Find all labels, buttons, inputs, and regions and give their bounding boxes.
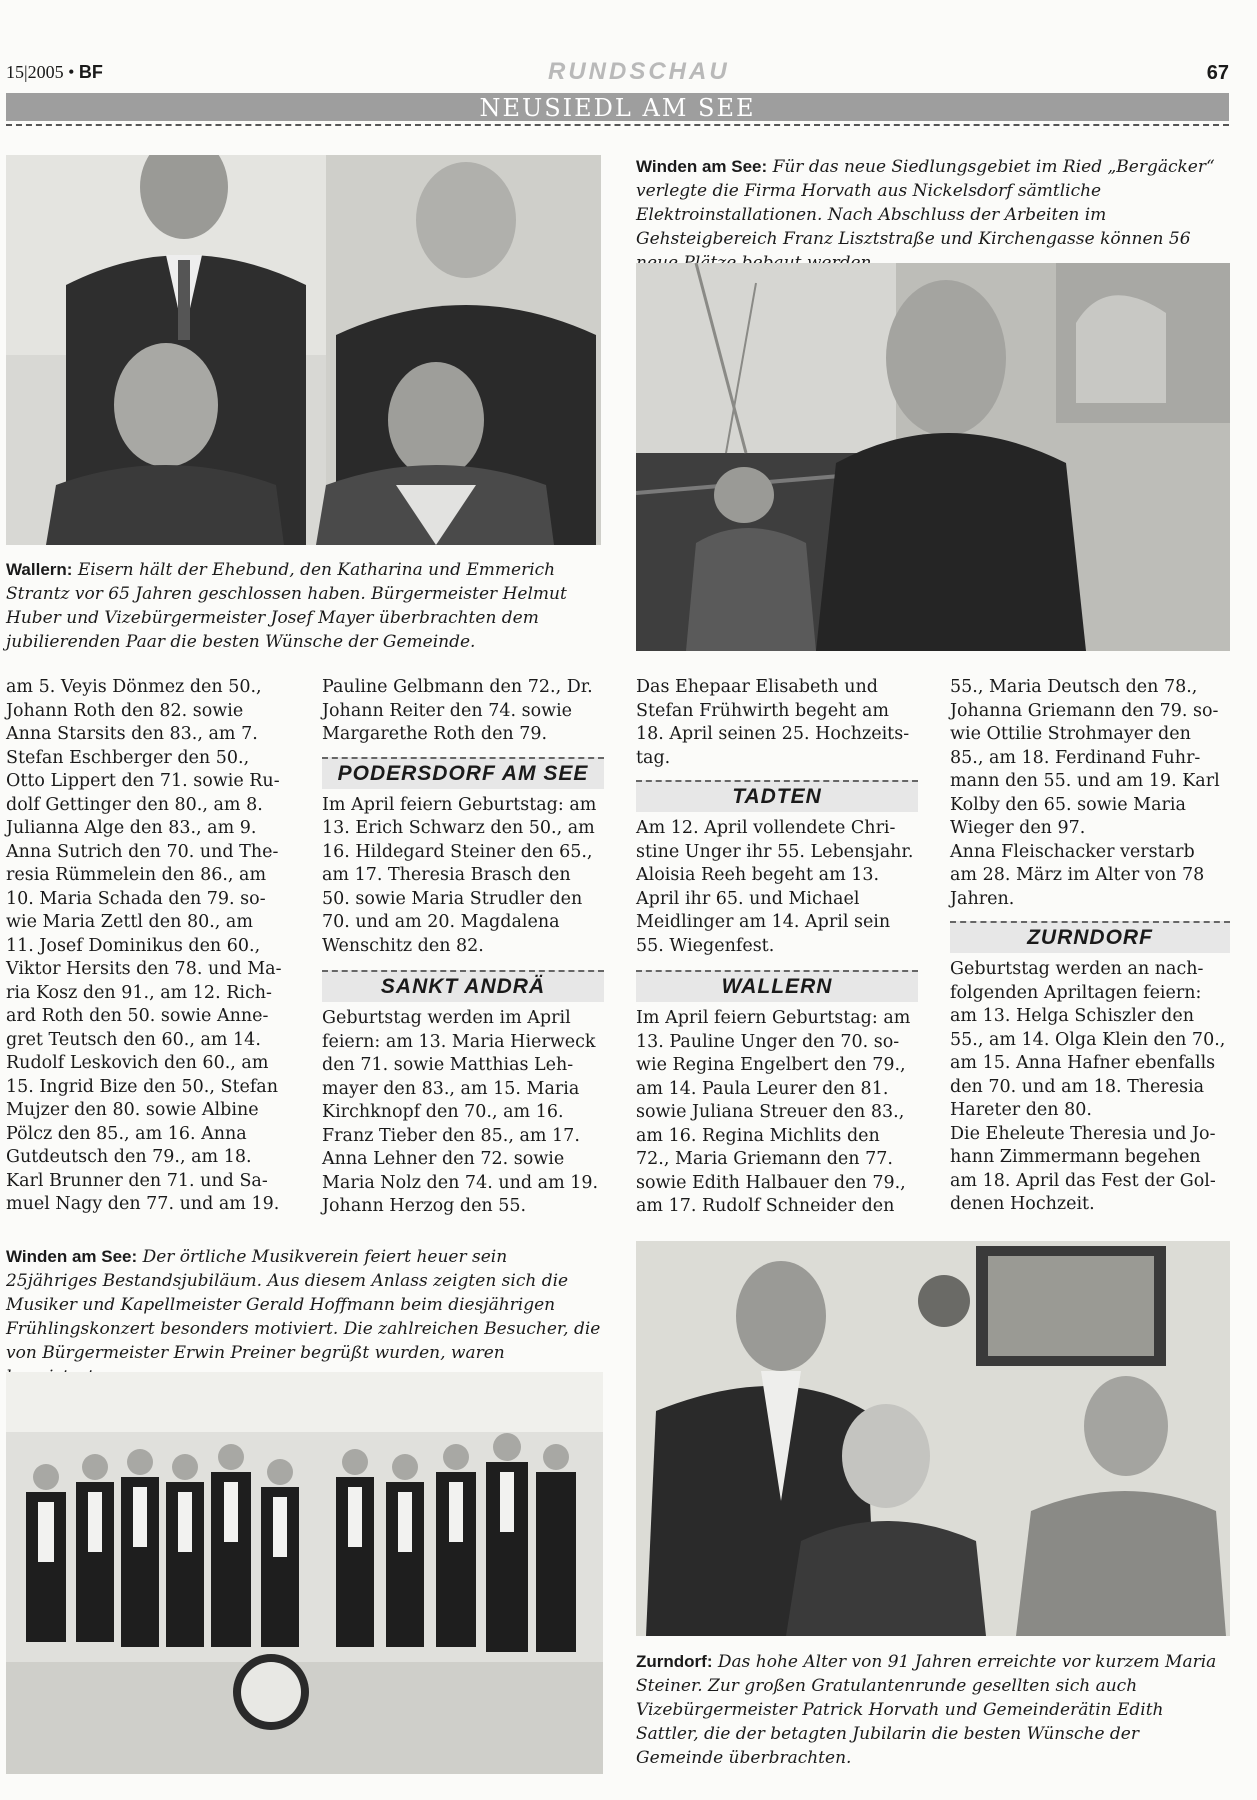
section-podersdorf-title: PODERSDORF AM SEE — [322, 757, 604, 789]
caption-text: Eisern hält der Ehebund, den Katharina und Emmerich Strantz vor 65 Jahren geschlossen haben. Bürgermeister Helmut Huber und Vizebürgermeister Josef Mayer überbrachten dem jubilierenden Paar die besten Wünsche der Gemeinde. — [6, 560, 567, 652]
section-tadten-text: Am 12. April vollendete Chri- stine Unger ihr 55. Lebensjahr. Aloisia Reeh begeht am 13. April ihr 65. und Michael Meidlinger am 14. April sein 55. Wiegenfest. — [636, 818, 914, 956]
column-3 — [636, 676, 918, 1219]
section-sankt-andrae-text: Geburtstag werden im April feiern: am 13. Maria Hierweck den 71. sowie Matthias Leh- mayer den 83., am 15. Maria Kirchknopf den 70., am 16. Franz Tieber den 85., am 17. Anna Lehner den 72. sowie Maria Nolz den 74. und am 19. Johann Herzog den 55. — [322, 1008, 599, 1216]
photo-musikverein-band — [6, 1372, 603, 1774]
column-4 — [950, 676, 1230, 1217]
section-tadten-title: TADTEN — [636, 780, 918, 812]
section-podersdorf-text: Im April feiern Geburtstag: am 13. Erich Schwarz den 50., am 16. Hildegard Steiner den 65., am 17. Theresia Brasch den 50. sowie Maria Strudler den 70. und am 20. Magdalena Wenschitz den 82. — [322, 794, 597, 956]
section-wallern-text: Im April feiern Geburtstag: am 13. Pauline Unger den 70. so- wie Regina Engelbert den 79., am 14. Paula Leurer den 81. sowie Juliana Streuer den 83., am 16. Regina Michlits den 72., Maria Griemann den 77. sowie Edith Halbauer den 79., am 17. Rudolf Schneider den — [636, 1008, 911, 1216]
photo-winden-workers — [636, 263, 1230, 651]
magazine-title: RUNDSCHAU — [548, 58, 730, 85]
caption-zurndorf — [636, 1650, 1230, 1770]
photo-wallern-couple — [6, 155, 601, 545]
column-2-intro: Pauline Gelbmann den 72., Dr. Johann Reiter den 74. sowie Margarethe Roth den 79. — [322, 677, 593, 744]
section-zurndorf-text: Geburtstag werden an nach- folgenden Apriltagen feiern: am 13. Helga Schiszler den 55., am 14. Olga Klein den 70., am 15. Anna Hafner ebenfalls den 70. und am 18. Theresia Hareter den 80. Die Eheleute Theresia und Jo- hann Zimmermann begehen am 18. April das Fest der Gol- denen Hochzeit. — [950, 959, 1226, 1214]
page-number: 67 — [1206, 62, 1229, 84]
issue-number: 15|2005 • — [6, 62, 75, 82]
magazine-abbrev: BF — [78, 62, 103, 82]
section-sankt-andrae-title: SANKT ANDRÄ — [322, 970, 604, 1002]
photo-zurndorf-jubilarin — [636, 1241, 1230, 1636]
caption-lead: Winden am See: — [6, 1247, 138, 1266]
caption-text: Der örtliche Musikverein feiert heuer sein 25jähriges Bestandsjubiläum. Aus diesem Anlass zeigten sich die Musiker und Kapellmeister Gerald Hoffmann beim diesjährigen Frühlingskonzert besonders motiviert. Die zahlreichen Besucher, die von Bürgermeister Erwin Preiner begrüßt wurden, waren — [6, 1247, 601, 1363]
column-2 — [322, 676, 604, 1219]
section-wallern-title: WALLERN — [636, 970, 918, 1002]
caption-lead: Wallern: — [6, 560, 73, 579]
caption-text: Das hohe Alter von 91 Jahren erreichte vor kurzem Maria Steiner. Zur großen Gratulantenrunde gesellten sich auch Vizebürgermeister Patrick Horvath und Gemeinderätin Edith Sattler, die der betagten Jubilarin die besten Wünsche der Gemeinde überbrachten. — [636, 1652, 1217, 1768]
caption-winden-ried — [636, 155, 1228, 275]
region-title: NEUSIEDL AM SEE — [479, 94, 756, 122]
header-divider — [6, 124, 1229, 126]
caption-text: Für das neue Siedlungsgebiet im Ried „Bergäcker“ verlegte die Firma Horvath aus Nickelsdorf sämtliche Elektroinstallationen. Nach Abschluss der Arbeiten im Gehsteigbereich Franz Lisztstraße und Kirchengasse können 56 — [636, 157, 1215, 249]
caption-lead: Zurndorf: — [636, 1652, 713, 1671]
issue-info — [6, 62, 103, 83]
caption-wallern — [6, 558, 601, 654]
region-banner — [6, 93, 1229, 121]
column-1-text: am 5. Veyis Dönmez den 50., Johann Roth den 82. sowie Anna Starsits den 83., am 7. Stefan Eschberger den 50., Otto Lippert den 71. sowie Ru- dolf Gettinger den 80., am 8. Julianna Alge den 83., am 9. Anna Sutrich den 70. und The- resia Rümmelein den 86., am 10. Maria Schada den 79. so- wie Maria Zettl den 80., am 11. Josef Dominikus den 60., Viktor Hersits den 78. und Ma- ria Kosz den 91., am 12. Rich- ard Roth den 50. sowie Anne- gret Teutsch den 60., am 14. Rudolf Leskovich den 60., am 15. Ingrid Bize den 50., Stefan Mujzer den 80. sowie Albine Pölcz den 85., am 16. Anna Gutdeutsch den 79., am 18. Karl Brunner den 71. und Sa- muel Nagy den 77. und am 19. — [6, 677, 282, 1214]
caption-lead: Winden am See: — [636, 157, 768, 176]
section-zurndorf-title: ZURNDORF — [950, 921, 1230, 953]
column-4-intro: 55., Maria Deutsch den 78., Johanna Griemann den 79. so- wie Ottilie Strohmayer den 85., am 18. Ferdinand Fuhr- mann den 55. und am 19. Karl Kolby den 65. sowie Maria Wieger den 97. Anna Fleischacker verstarb am 28. März im Alter von 78 Jahren. — [950, 677, 1220, 909]
column-3-intro: Das Ehepaar Elisabeth und Stefan Frühwirth begeht am 18. April seinen 25. Hochzeits- tag. — [636, 677, 910, 768]
caption-winden-musikverein — [6, 1245, 601, 1389]
